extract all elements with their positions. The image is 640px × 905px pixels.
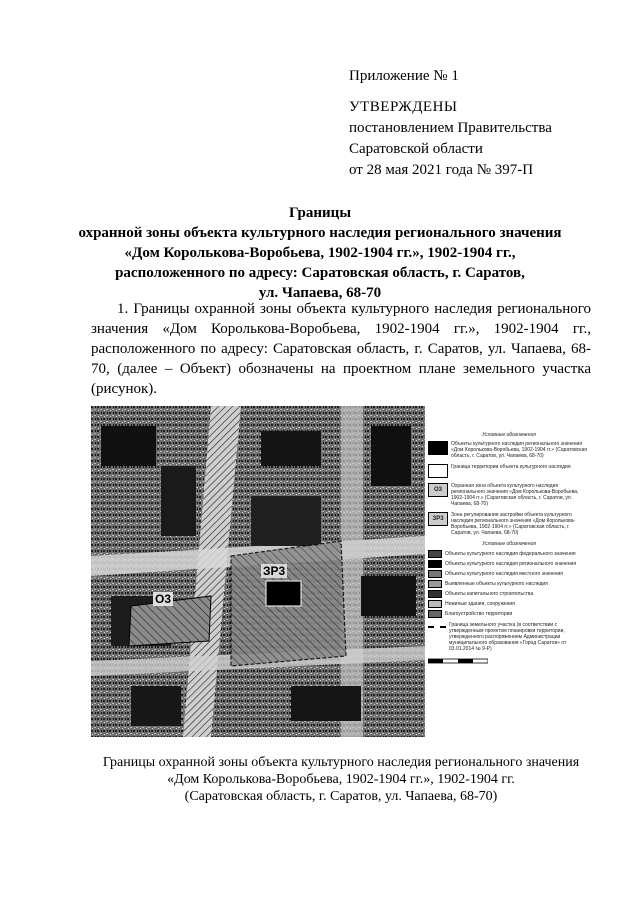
legend-item [428, 512, 590, 536]
legend-small-item: Благоустройство территории [428, 610, 590, 618]
legend-item [428, 622, 590, 652]
legend-item [428, 441, 590, 459]
annex-number: Приложение № 1 [349, 68, 459, 84]
legend-small-item: Выявленные объекты культурного наследия [428, 580, 590, 588]
map-legend [428, 432, 590, 668]
legend-swatch: ЗР3 [428, 512, 448, 526]
document-title [60, 203, 580, 303]
map-graphic [91, 406, 425, 737]
zone-zr3-label: ЗР3 [263, 564, 286, 578]
legend-item-text: Граница территории объекта культурного наследия [451, 464, 571, 470]
title-line: «Дом Королькова-Воробьева, 1902-1904 гг.», 1902-1904 гг., [124, 245, 516, 261]
legend-small-item: Нежилые здания, сооружения [428, 600, 590, 608]
legend-item-text: Охранная зона объекта культурного наследия регионального значения «Дом Королькова-Воробьева, 1902-1904 гг.» (Саратовская область, г. Саратов, ул. Чапаева, 68-70) [451, 483, 579, 507]
legend-item-text: Граница земельного участка (в соответствии с утвержденным проектом планировки территории, утвержденного распоряжением Администрации муниципального образования «Город Саратов» от 03.01.2014 № 9-Р) [449, 622, 567, 652]
title-line: расположенного по адресу: Саратовская область, г. Саратов, [115, 265, 525, 281]
legend-small-item: Объекты культурного наследия регионального значения [428, 560, 590, 568]
approval-line: от 28 мая 2021 года № 397-П [349, 162, 534, 178]
legend-small-item: Объекты культурного наследия местного значения [428, 570, 590, 578]
figure-caption [91, 754, 591, 805]
zone-o3-label: О3 [155, 592, 172, 606]
body-paragraph: 1. Границы охранной зоны объекта культурного наследия регионального значения «Дом Королькова-Воробьева, 1902-1904 гг.», 1902-1904 гг., расположенного по адресу: Саратовская область, г. Саратов, ул. Чапаева, 68-70, (далее – Объект) обозначены на проектном плане земельного участка (рисунок). [91, 301, 591, 397]
legend-item [428, 483, 590, 507]
legend-swatch [428, 464, 448, 478]
title-line: охранной зоны объекта культурного наследия регионального значения [78, 225, 562, 241]
approved-label: УТВЕРЖДЕНЫ [349, 99, 458, 115]
site-plan-map [91, 406, 425, 737]
legend-item-text: Объекты культурного наследия регионального значения «Дом Королькова-Воробьева, 1902-1904 гг.» (Саратовская область, г. Саратов, ул. Чапаева, 68-70) [451, 441, 588, 459]
title-line: ул. Чапаева, 68-70 [258, 285, 382, 301]
legend-swatch [428, 441, 448, 455]
legend-small-item: Объекты культурного наследия федерального значения [428, 550, 590, 558]
approval-block [349, 66, 552, 181]
legend-item-text: Зона регулирования застройки объекта культурного наследия регионального значения «Дом Королькова-Воробьева, 1902-1904 гг.» (Саратовская область, г. Саратов, ул. Чапаева, 68-70) [451, 512, 576, 536]
legend-title: Условные обозначения [482, 541, 536, 547]
boundary-line-swatch [428, 626, 446, 628]
legend-title: Условные обозначения [482, 432, 536, 438]
caption-line: Границы охранной зоны объекта культурного наследия регионального значения [102, 755, 580, 770]
legend-small-item: Объекты капитального строительства [428, 590, 590, 598]
scale-bar [428, 657, 488, 665]
title-line: Границы [288, 205, 352, 221]
approval-line: Саратовской области [349, 141, 483, 157]
legend-swatch: О3 [428, 483, 448, 497]
approval-line: постановлением Правительства [349, 120, 552, 136]
caption-line: (Саратовская область, г. Саратов, ул. Чапаева, 68-70) [184, 789, 498, 804]
caption-line: «Дом Королькова-Воробьева, 1902-1904 гг.», 1902-1904 гг. [167, 772, 515, 787]
legend-item [428, 464, 590, 478]
